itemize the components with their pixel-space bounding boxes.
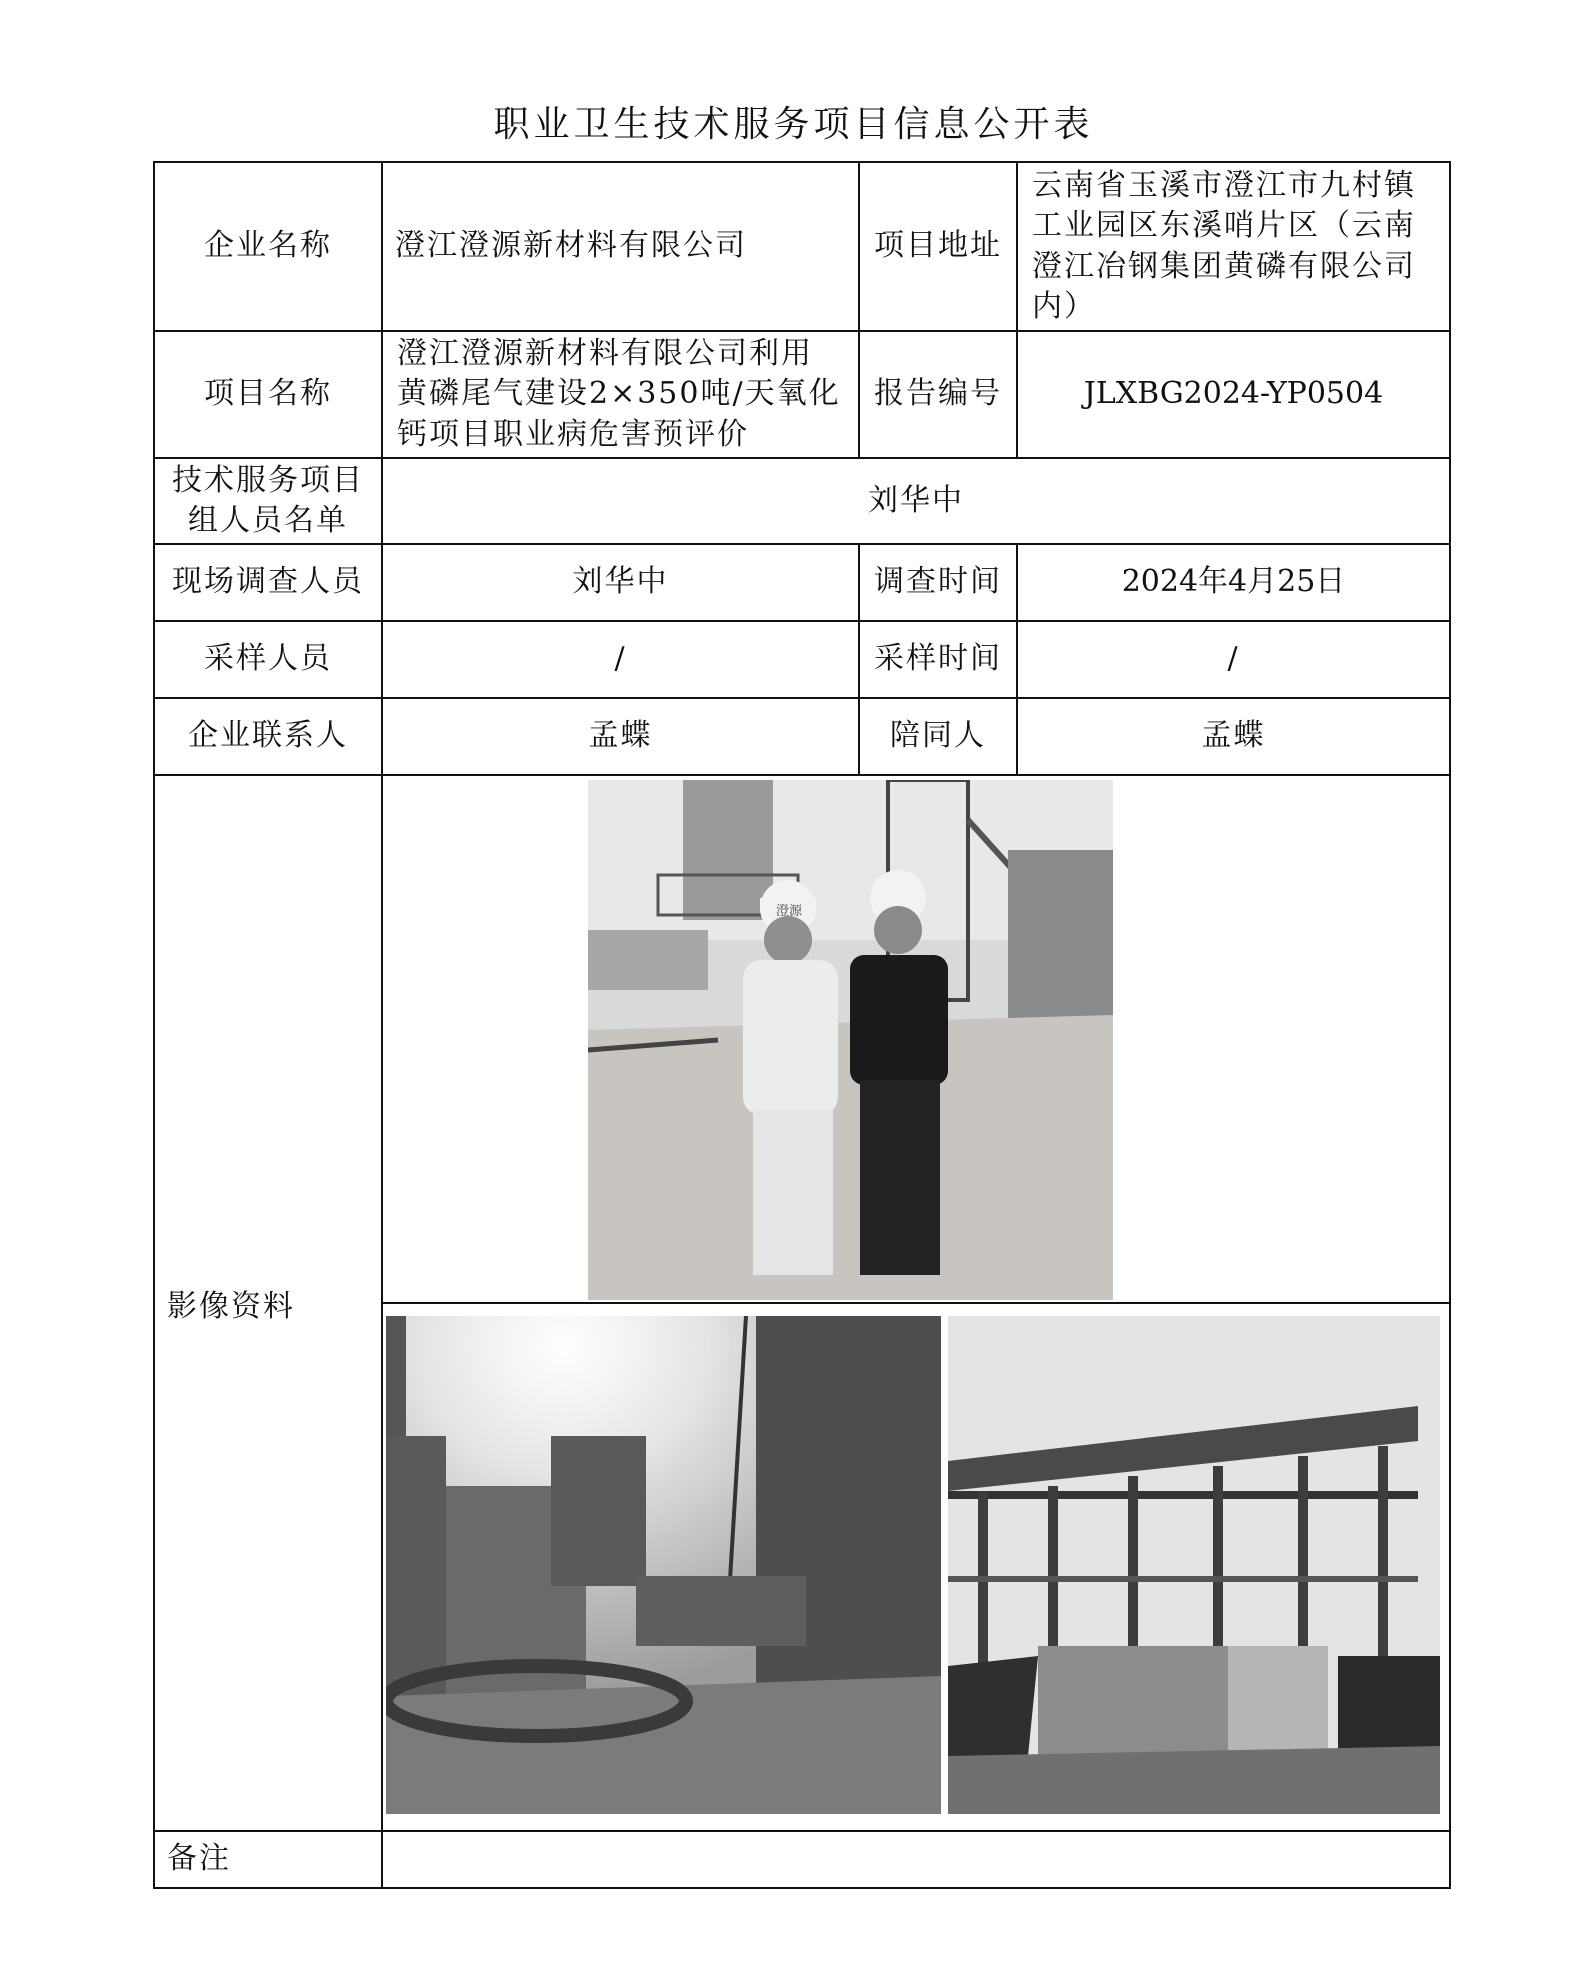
team-members-label: 技术服务项目组人员名单 <box>172 462 364 538</box>
survey-staff-label: 现场调查人员 <box>172 564 364 600</box>
remarks-label: 备注 <box>167 1841 231 1877</box>
sampling-time-label: 采样时间 <box>874 641 1002 677</box>
remarks-value <box>383 1832 1449 1887</box>
helmet-logo-text: 澄源 <box>776 904 803 919</box>
company-name-value: 澄江澄源新材料有限公司 <box>395 228 747 264</box>
companion-value: 孟蝶 <box>1201 718 1266 754</box>
companion-label: 陪同人 <box>890 718 986 754</box>
company-name-label: 企业名称 <box>204 228 332 264</box>
sampling-time-value: / <box>1227 641 1240 677</box>
project-name-value: 澄江澄源新材料有限公司利用黄磷尾气建设2×350吨/天氧化钙项目职业病危害预评价 <box>397 335 841 452</box>
images-label: 影像资料 <box>167 1288 295 1324</box>
enterprise-contact-value: 孟蝶 <box>588 718 653 754</box>
report-number-label: 报告编号 <box>874 376 1002 412</box>
enterprise-contact-label: 企业联系人 <box>188 718 348 754</box>
survey-time-value: 2024年4月25日 <box>1121 564 1346 600</box>
page-title: 职业卫生技术服务项目信息公开表 <box>493 104 1094 145</box>
project-address-value: 云南省玉溪市澄江市九村镇工业园区东溪哨片区（云南澄江冶钢集团黄磷有限公司内） <box>1032 167 1416 324</box>
survey-staff-value: 刘华中 <box>572 564 669 600</box>
photo-plant-tower <box>386 1316 941 1814</box>
photo-site-personnel <box>588 780 1113 1300</box>
photo-divider <box>381 1302 1451 1304</box>
team-members-value: 刘华中 <box>868 482 964 518</box>
project-address-label: 项目地址 <box>874 228 1002 264</box>
photo-steel-shed <box>948 1316 1440 1814</box>
survey-time-label: 调查时间 <box>874 564 1002 600</box>
report-number-value: JLXBG2024-YP0504 <box>1083 376 1384 412</box>
sampling-staff-value: / <box>614 641 627 677</box>
project-name-label: 项目名称 <box>204 376 332 412</box>
sampling-staff-label: 采样人员 <box>204 641 332 677</box>
